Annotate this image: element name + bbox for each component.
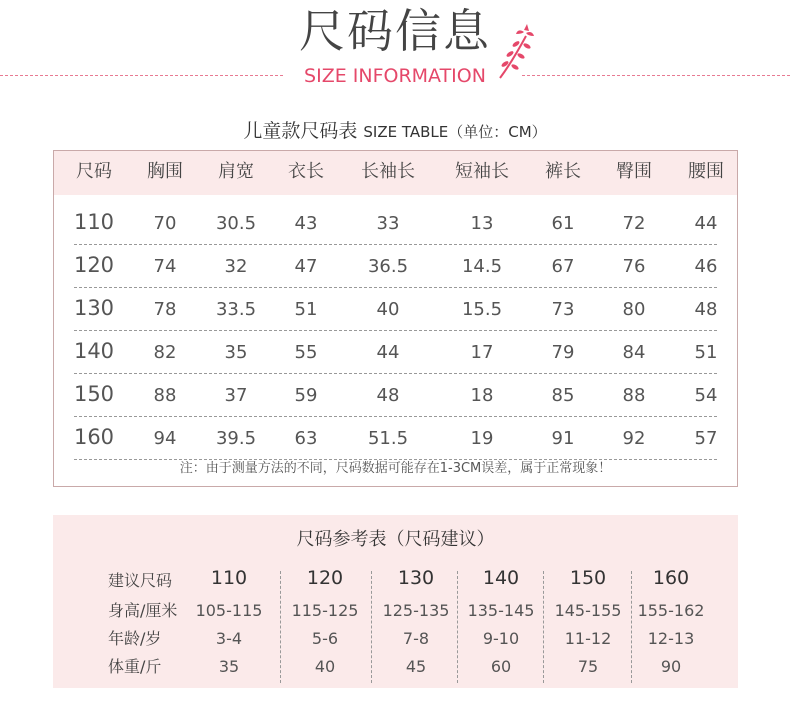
table-row xyxy=(54,418,737,461)
column-header: 裤长 xyxy=(545,161,581,182)
table-cell: 140 xyxy=(73,339,115,363)
table-cell: 48 xyxy=(694,299,718,320)
table-cell: 51 xyxy=(294,299,318,320)
table-row xyxy=(54,246,737,289)
reference-cell: 145-155 xyxy=(554,601,622,620)
table-cell: 51 xyxy=(694,342,718,363)
table-cell: 78 xyxy=(153,299,177,320)
reference-cell: 110 xyxy=(210,567,248,589)
table-cell: 37 xyxy=(224,385,248,406)
table-cell: 44 xyxy=(376,342,400,363)
reference-cell: 155-162 xyxy=(637,601,705,620)
table-cell: 13 xyxy=(470,213,494,234)
table-cell: 35 xyxy=(224,342,248,363)
column-divider xyxy=(543,571,544,683)
reference-row-label: 建议尺码 xyxy=(108,571,173,590)
reference-cell: 7-8 xyxy=(402,629,430,648)
table-row xyxy=(54,289,737,332)
reference-cell: 150 xyxy=(569,567,607,589)
reference-cell: 60 xyxy=(490,657,512,676)
table-row xyxy=(54,203,737,246)
table-cell: 84 xyxy=(622,342,646,363)
reference-cell: 40 xyxy=(314,657,336,676)
row-divider xyxy=(74,244,717,245)
column-header: 腰围 xyxy=(688,161,724,182)
table-cell: 130 xyxy=(73,296,115,320)
table-cell: 33.5 xyxy=(215,299,257,320)
reference-cell: 5-6 xyxy=(311,629,339,648)
table-cell: 80 xyxy=(622,299,646,320)
table-cell: 55 xyxy=(294,342,318,363)
reference-table-title: 尺码参考表（尺码建议） xyxy=(296,529,495,550)
table-cell: 160 xyxy=(73,425,115,449)
page-title: 尺码信息 xyxy=(299,4,491,58)
table-cell: 57 xyxy=(694,428,718,449)
table-cell: 76 xyxy=(622,256,646,277)
table-cell: 91 xyxy=(551,428,575,449)
reference-cell: 35 xyxy=(218,657,240,676)
reference-cell: 75 xyxy=(577,657,599,676)
table-row xyxy=(54,375,737,418)
table-cell: 36.5 xyxy=(367,256,409,277)
table-cell: 72 xyxy=(622,213,646,234)
row-divider xyxy=(74,287,717,288)
table-cell: 14.5 xyxy=(461,256,503,277)
reference-cell: 12-13 xyxy=(647,629,695,648)
column-header: 短袖长 xyxy=(455,161,509,182)
table-cell: 17 xyxy=(470,342,494,363)
flower-decoration-icon xyxy=(494,22,540,82)
table-cell: 47 xyxy=(294,256,318,277)
reference-cell: 45 xyxy=(405,657,427,676)
table-cell: 92 xyxy=(622,428,646,449)
table-cell: 110 xyxy=(73,210,115,234)
table-cell: 15.5 xyxy=(461,299,503,320)
table-cell: 67 xyxy=(551,256,575,277)
table-cell: 73 xyxy=(551,299,575,320)
table-cell: 48 xyxy=(376,385,400,406)
table-cell: 79 xyxy=(551,342,575,363)
column-header: 臀围 xyxy=(616,161,652,182)
reference-cell: 90 xyxy=(660,657,682,676)
caption-unit: （单位：CM） xyxy=(448,123,547,141)
reference-row-label: 体重/斤 xyxy=(108,657,162,676)
table-cell: 88 xyxy=(622,385,646,406)
column-divider xyxy=(457,571,458,683)
reference-row-label: 身高/厘米 xyxy=(108,601,178,620)
table-cell: 150 xyxy=(73,382,115,406)
reference-cell: 115-125 xyxy=(291,601,359,620)
column-header: 胸围 xyxy=(147,161,183,182)
table-cell: 74 xyxy=(153,256,177,277)
reference-cell: 135-145 xyxy=(467,601,535,620)
column-header: 尺码 xyxy=(76,161,112,182)
page-subtitle: SIZE INFORMATION xyxy=(304,65,486,87)
table-cell: 94 xyxy=(153,428,177,449)
table-cell: 61 xyxy=(551,213,575,234)
column-header: 肩宽 xyxy=(218,161,254,182)
caption-en: SIZE TABLE xyxy=(363,123,449,141)
reference-cell: 9-10 xyxy=(482,629,520,648)
reference-cell: 160 xyxy=(652,567,690,589)
reference-row-label: 年龄/岁 xyxy=(108,629,162,648)
table-cell: 39.5 xyxy=(215,428,257,449)
reference-cell: 11-12 xyxy=(564,629,612,648)
table-cell: 63 xyxy=(294,428,318,449)
reference-cell: 105-115 xyxy=(195,601,263,620)
table-cell: 51.5 xyxy=(367,428,409,449)
table-cell: 59 xyxy=(294,385,318,406)
column-divider xyxy=(631,571,632,683)
reference-cell: 125-135 xyxy=(382,601,450,620)
table-cell: 82 xyxy=(153,342,177,363)
reference-cell: 120 xyxy=(306,567,344,589)
column-divider xyxy=(371,571,372,683)
column-header: 衣长 xyxy=(288,161,324,182)
size-table xyxy=(53,150,738,487)
column-divider xyxy=(280,571,281,683)
reference-cell: 140 xyxy=(482,567,520,589)
reference-cell: 3-4 xyxy=(215,629,243,648)
table-header xyxy=(54,151,737,195)
caption-cn: 儿童款尺码表 xyxy=(243,120,358,142)
table-cell: 120 xyxy=(73,253,115,277)
table-cell: 88 xyxy=(153,385,177,406)
row-divider xyxy=(74,373,717,374)
table-cell: 30.5 xyxy=(215,213,257,234)
row-divider xyxy=(74,330,717,331)
table-cell: 19 xyxy=(470,428,494,449)
table-note: 注：由于测量方法的不同，尺码数据可能存在1-3CM误差，属于正常现象！ xyxy=(179,461,612,476)
table-row xyxy=(54,332,737,375)
table-cell: 40 xyxy=(376,299,400,320)
table-cell: 44 xyxy=(694,213,718,234)
table-cell: 54 xyxy=(694,385,718,406)
table-cell: 43 xyxy=(294,213,318,234)
table-cell: 85 xyxy=(551,385,575,406)
column-header: 长袖长 xyxy=(361,161,415,182)
row-divider xyxy=(74,416,717,417)
size-table-caption xyxy=(0,118,790,145)
table-cell: 18 xyxy=(470,385,494,406)
reference-cell: 130 xyxy=(397,567,435,589)
table-cell: 46 xyxy=(694,256,718,277)
table-cell: 70 xyxy=(153,213,177,234)
table-cell: 32 xyxy=(224,256,248,277)
table-cell: 33 xyxy=(376,213,400,234)
size-reference-table xyxy=(53,515,738,688)
